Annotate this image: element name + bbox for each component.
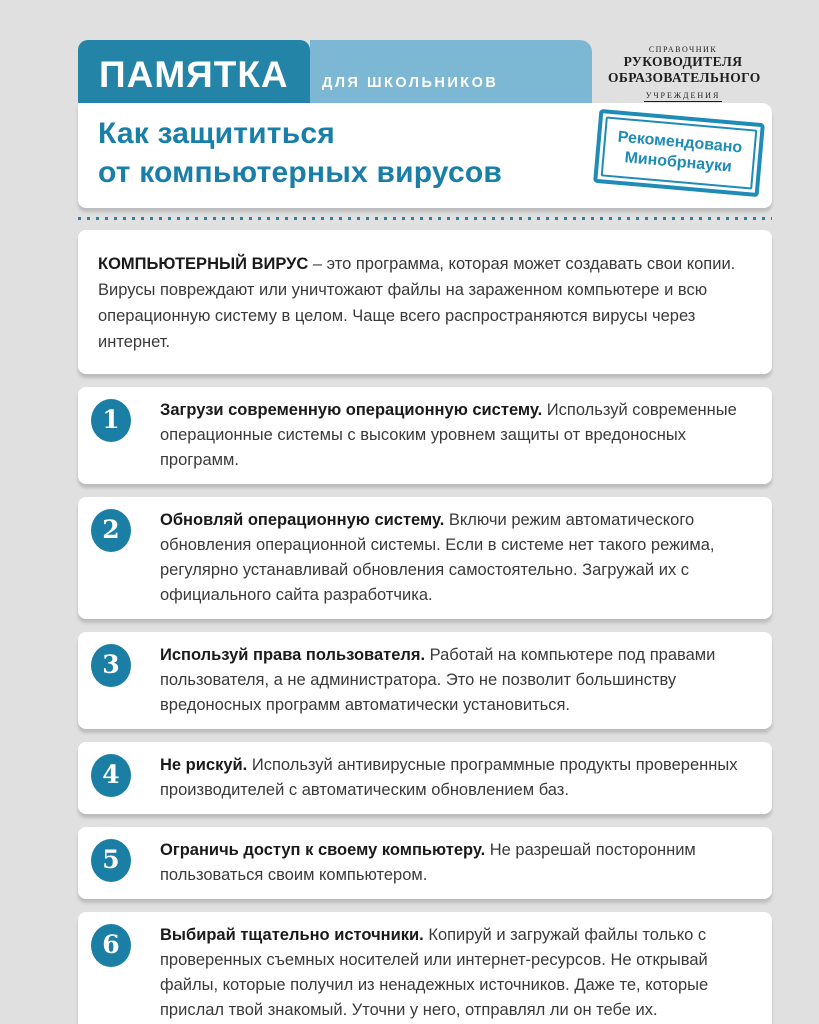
audience-tab [310,40,592,103]
tip-text: Используй антивирусные программные продукты проверенных производителей с автоматическим обновлением баз. [160,756,738,799]
tip-text: Не разрешай посторонним пользоваться своим компьютером. [160,841,696,884]
tip-lead: Загрузи современную операционную систему. [160,401,543,419]
logo-line-4: УЧРЕЖДЕНИЯ [644,90,723,102]
header [78,40,772,103]
number-badge [91,399,131,442]
intro-lead: КОМПЬЮТЕРНЫЙ ВИРУС [98,255,309,273]
page-title-line-1: Как защититься [98,117,335,150]
number-badge [91,754,131,797]
approval-stamp-text [601,116,758,189]
stamp-line-2: Минобрнауки [623,149,733,176]
approval-stamp [593,109,765,197]
badge-number: 3 [102,650,120,679]
number-badge [91,509,131,552]
tip-card-4 [78,742,772,814]
intro-text: – это программа, которая может создавать свои копии. Вирусы повреждают или уничтожают файлы на зараженном компьютере и всю операционную систему в целом. Чаще всего распространяются вирусы через интернет. [98,255,736,351]
tip-card-3 [78,632,772,729]
tip-lead: Не рискуй. [160,756,248,774]
number-badge [91,839,131,882]
badge-number: 2 [102,515,120,544]
tip-card-6 [78,912,772,1024]
tip-lead: Обновляй операционную систему. [160,511,445,529]
memo-title-tab [78,40,310,103]
tip-text: Копируй и загружай файлы только с проверенных съемных носителей или интернет-ресурсов. Не открывай файлы, которые получил из ненадежных источников. Даже те, которые прислал твой знакомый. Уточни у него, отправлял ли он тебе их. [160,926,709,1019]
badge-number: 6 [102,930,120,959]
tip-text: Работай на компьютере под правами пользователя, а не администратора. Это не позволит большинству вредоносных программ автоматически установиться. [160,646,716,714]
badge-number: 4 [102,760,120,789]
intro-card [78,230,772,374]
title-card [78,103,772,208]
stamp-line-1: Рекомендовано [616,128,743,157]
logo-line-1: СПРАВОЧНИК [648,45,718,54]
badge-number: 1 [102,405,120,434]
tip-lead: Ограничь доступ к своему компьютеру. [160,841,486,859]
number-badge [91,644,131,687]
tip-lead: Выбирай тщательно источники. [160,926,424,944]
tip-text: Включи режим автоматического обновления операционной системы. Если в системе нет такого режима, регулярно устанавливай обновления самостоятельно. Загружай их с официального сайта разработчика. [160,511,715,604]
tip-text: Используй современные операционные системы с высоким уровнем защиты от вредоносных программ. [160,401,737,469]
logo-line-3: ОБРАЗОВАТЕЛЬНОГО [608,69,761,85]
tip-card-1 [78,387,772,484]
tip-lead: Используй права пользователя. [160,646,426,664]
audience-label: ДЛЯ ШКОЛЬНИКОВ [322,74,499,91]
dotted-divider [78,217,772,220]
tip-card-5 [78,827,772,899]
publisher-logo [608,45,761,110]
page-title-line-2: от компьютерных вирусов [98,156,503,189]
logo-line-2: РУКОВОДИТЕЛЯ [623,54,743,70]
tip-card-2 [78,497,772,619]
badge-number: 5 [102,845,120,874]
content-column [78,40,772,1024]
memo-title-label: ПАМЯТКА [99,53,289,95]
number-badge [91,924,131,967]
